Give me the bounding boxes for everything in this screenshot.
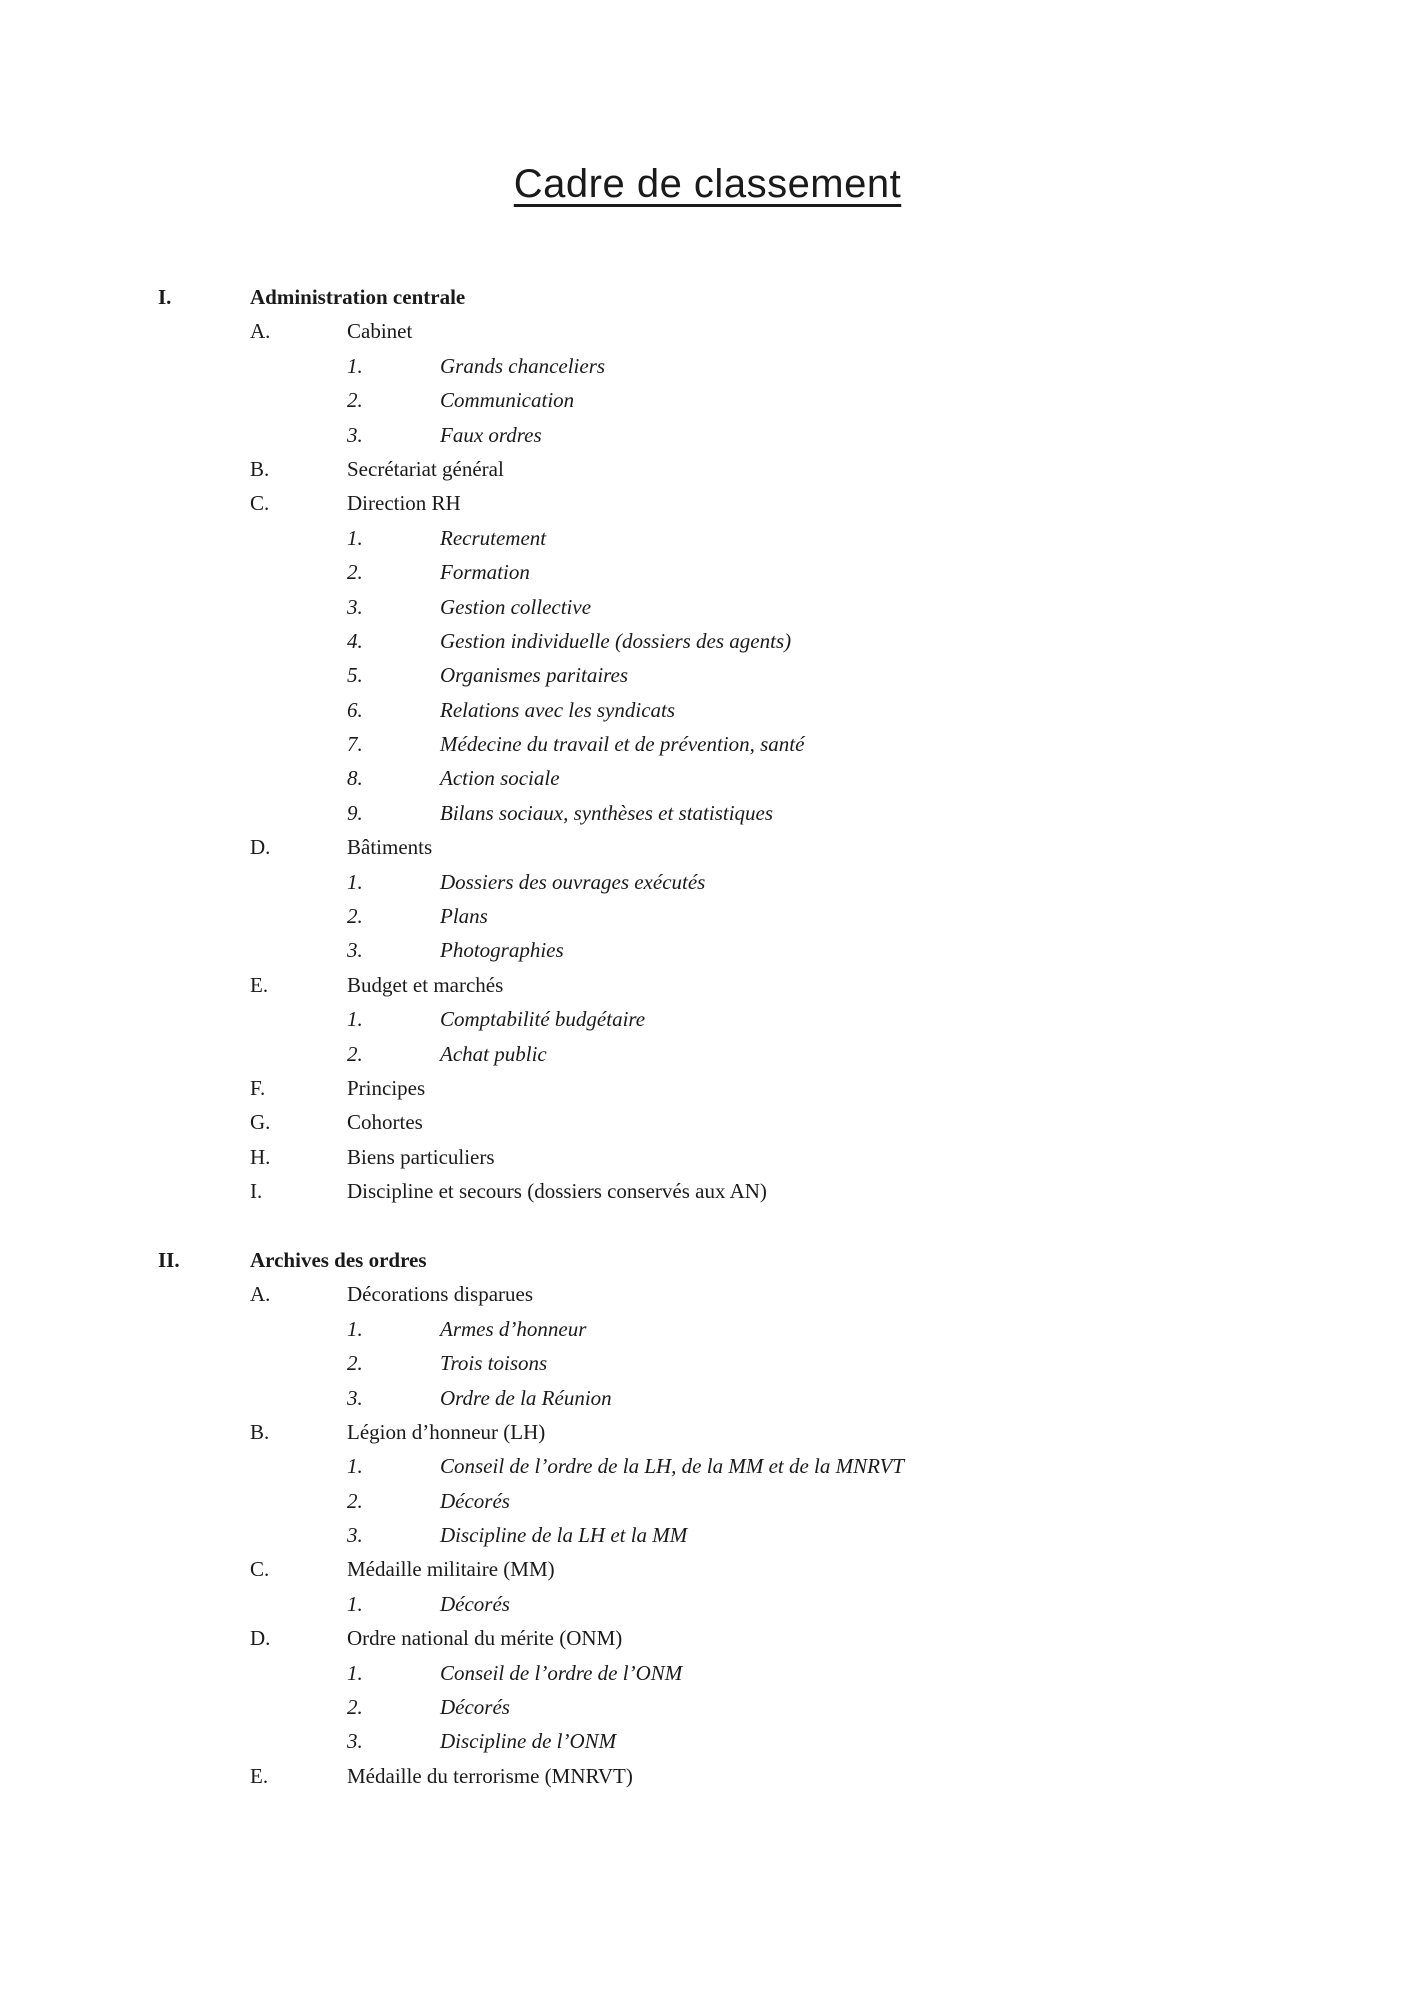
item-label: Dossiers des ouvrages exécutés <box>440 869 706 894</box>
outline-item-row <box>0 486 1415 520</box>
item-marker: 2. <box>347 1488 363 1513</box>
item-label: Ordre de la Réunion <box>440 1385 612 1410</box>
item-marker: C. <box>250 1557 270 1582</box>
outline-item-row <box>0 1277 1415 1311</box>
item-marker: I. <box>250 1179 263 1204</box>
outline-item-row <box>0 1724 1415 1758</box>
section-heading-row <box>0 280 1415 314</box>
outline-item-row <box>0 968 1415 1002</box>
section-numeral: II. <box>158 1247 180 1272</box>
outline-item-row <box>0 1518 1415 1552</box>
page-title-text: Cadre de classement <box>513 162 902 206</box>
item-marker: 3. <box>347 938 363 963</box>
item-label: Médaille du terrorisme (MNRVT) <box>347 1763 633 1788</box>
outline-item-row <box>0 1656 1415 1690</box>
outline-item-row <box>0 418 1415 452</box>
item-label: Ordre national du mérite (ONM) <box>347 1626 623 1651</box>
outline-item-row <box>0 1552 1415 1586</box>
item-label: Biens particuliers <box>347 1144 495 1169</box>
item-marker: 1. <box>347 1316 363 1341</box>
item-marker: 1. <box>347 1660 363 1685</box>
outline-item-row <box>0 1381 1415 1415</box>
item-label: Conseil de l’ordre de la LH, de la MM et de la MNRVT <box>440 1454 905 1479</box>
item-marker: G. <box>250 1110 271 1135</box>
outline-item-row <box>0 1587 1415 1621</box>
item-marker: C. <box>250 491 270 516</box>
item-label: Action sociale <box>440 766 560 791</box>
item-marker: 8. <box>347 766 363 791</box>
outline-item-row <box>0 1071 1415 1105</box>
item-marker: 4. <box>347 628 363 653</box>
item-label: Gestion individuelle (dossiers des agents) <box>440 628 792 653</box>
outline-item-row <box>0 349 1415 383</box>
item-label: Discipline de la LH et la MM <box>440 1523 688 1548</box>
item-label: Médaille militaire (MM) <box>347 1557 555 1582</box>
outline-item-row <box>0 1140 1415 1174</box>
item-label: Faux ordres <box>440 422 542 447</box>
item-marker: 2. <box>347 1695 363 1720</box>
outline-item-row <box>0 865 1415 899</box>
outline-item-row <box>0 1621 1415 1655</box>
item-marker: 9. <box>347 800 363 825</box>
item-label: Recrutement <box>440 525 547 550</box>
item-marker: B. <box>250 456 270 481</box>
item-label: Discipline et secours (dossiers conservés aux AN) <box>347 1179 767 1204</box>
item-label: Principes <box>347 1075 426 1100</box>
item-label: Formation <box>440 560 530 585</box>
item-label: Cohortes <box>347 1110 423 1135</box>
item-label: Achat public <box>440 1041 547 1066</box>
item-label: Communication <box>440 388 575 413</box>
item-marker: A. <box>250 319 271 344</box>
item-label: Médecine du travail et de prévention, santé <box>440 732 805 757</box>
item-marker: 6. <box>347 697 363 722</box>
item-marker: F. <box>250 1075 266 1100</box>
outline-item-row <box>0 1346 1415 1380</box>
outline-item-row <box>0 1449 1415 1483</box>
item-label: Bilans sociaux, synthèses et statistiques <box>440 800 774 825</box>
item-marker: 3. <box>347 1523 363 1548</box>
item-marker: 1. <box>347 1591 363 1616</box>
item-marker: 1. <box>347 353 363 378</box>
item-label: Discipline de l’ONM <box>440 1729 617 1754</box>
section-numeral: I. <box>158 285 172 309</box>
outline <box>0 280 1415 1793</box>
item-label: Armes d’honneur <box>440 1316 587 1341</box>
item-marker: E. <box>250 1763 269 1788</box>
outline-item-row <box>0 899 1415 933</box>
outline-item-row <box>0 1174 1415 1208</box>
outline-item-row <box>0 521 1415 555</box>
outline-section <box>0 280 1415 1209</box>
outline-item-row <box>0 452 1415 486</box>
item-marker: 3. <box>347 594 363 619</box>
outline-item-row <box>0 1312 1415 1346</box>
item-label: Décorés <box>440 1488 510 1513</box>
outline-item-row <box>0 314 1415 348</box>
item-label: Secrétariat général <box>347 456 504 481</box>
outline-item-row <box>0 1484 1415 1518</box>
item-label: Comptabilité budgétaire <box>440 1007 646 1032</box>
outline-item-row <box>0 1759 1415 1793</box>
outline-item-row <box>0 796 1415 830</box>
item-label: Direction RH <box>347 491 461 516</box>
item-marker: D. <box>250 835 271 860</box>
item-label: Gestion collective <box>440 594 592 619</box>
item-marker: 2. <box>347 1351 363 1376</box>
item-marker: 1. <box>347 869 363 894</box>
item-label: Grands chanceliers <box>440 353 606 378</box>
item-label: Décorés <box>440 1591 510 1616</box>
section-heading: Administration centrale <box>250 285 466 309</box>
item-marker: 3. <box>347 1729 363 1754</box>
item-label: Budget et marchés <box>347 972 504 997</box>
item-marker: 3. <box>347 422 363 447</box>
item-marker: 2. <box>347 904 363 929</box>
outline-item-row <box>0 1105 1415 1139</box>
item-marker: 2. <box>347 560 363 585</box>
outline-item-row <box>0 727 1415 761</box>
outline-item-row <box>0 590 1415 624</box>
item-marker: A. <box>250 1282 271 1307</box>
item-label: Conseil de l’ordre de l’ONM <box>440 1660 683 1685</box>
item-marker: 2. <box>347 1041 363 1066</box>
outline-item-row <box>0 1002 1415 1036</box>
section-heading-row <box>0 1243 1415 1277</box>
section-heading: Archives des ordres <box>250 1247 427 1272</box>
outline-item-row <box>0 1690 1415 1724</box>
item-label: Photographies <box>440 938 564 963</box>
item-marker: 5. <box>347 663 363 688</box>
item-marker: E. <box>250 972 269 997</box>
item-marker: D. <box>250 1626 271 1651</box>
outline-item-row <box>0 1037 1415 1071</box>
outline-item-row <box>0 933 1415 967</box>
outline-item-row <box>0 830 1415 864</box>
page-title <box>0 162 1415 207</box>
outline-item-row <box>0 624 1415 658</box>
item-label: Bâtiments <box>347 835 433 860</box>
item-label: Organismes paritaires <box>440 663 629 688</box>
outline-section <box>0 1243 1415 1793</box>
item-label: Trois toisons <box>440 1351 548 1376</box>
item-marker: H. <box>250 1144 271 1169</box>
item-label: Plans <box>440 904 488 929</box>
item-marker: 1. <box>347 525 363 550</box>
item-marker: 1. <box>347 1007 363 1032</box>
item-marker: 2. <box>347 388 363 413</box>
item-label: Décorations disparues <box>347 1282 534 1307</box>
item-label: Décorés <box>440 1695 510 1720</box>
item-label: Cabinet <box>347 319 413 344</box>
item-marker: B. <box>250 1419 270 1444</box>
outline-item-row <box>0 383 1415 417</box>
outline-item-row <box>0 555 1415 589</box>
outline-item-row <box>0 658 1415 692</box>
outline-item-row <box>0 1415 1415 1449</box>
item-marker: 7. <box>347 732 363 757</box>
item-marker: 1. <box>347 1454 363 1479</box>
item-marker: 3. <box>347 1385 363 1410</box>
item-label: Légion d’honneur (LH) <box>347 1419 546 1444</box>
item-label: Relations avec les syndicats <box>440 697 676 722</box>
outline-item-row <box>0 693 1415 727</box>
outline-item-row <box>0 761 1415 795</box>
